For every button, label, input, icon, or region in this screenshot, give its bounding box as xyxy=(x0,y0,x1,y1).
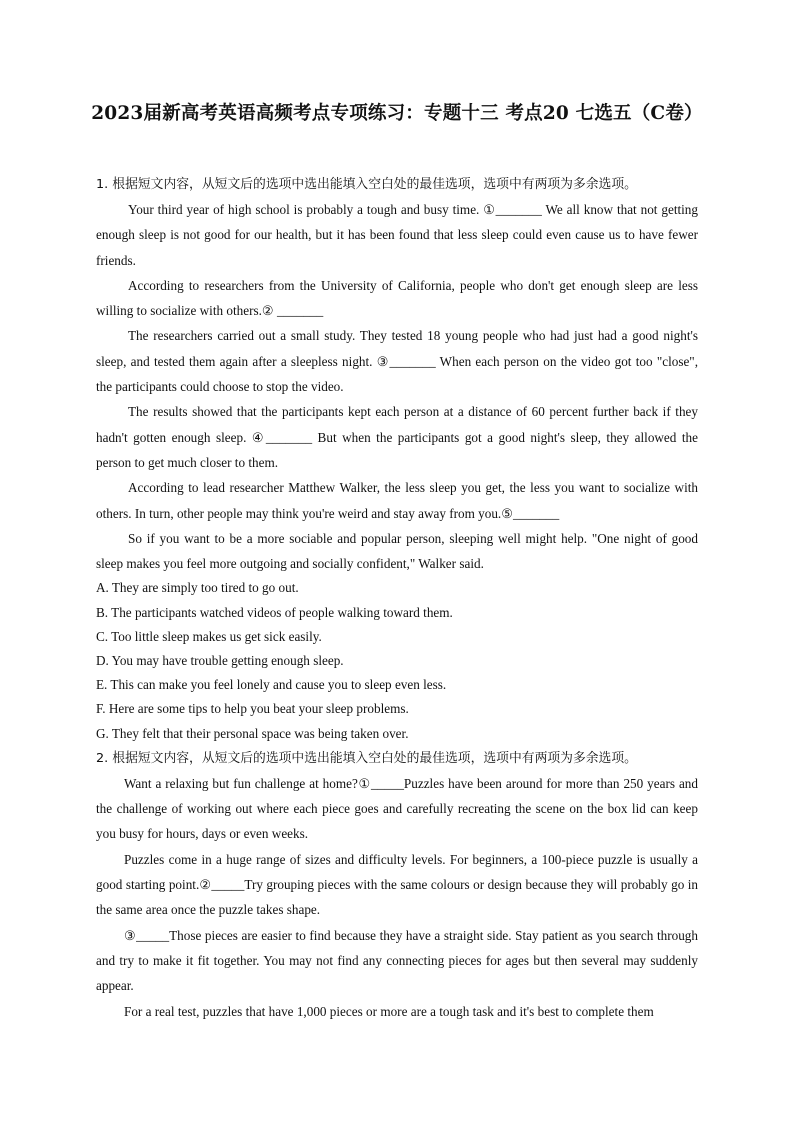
q1-option-d: D. You may have trouble getting enough sleep. xyxy=(96,653,344,669)
q1-paragraph-3: The researchers carried out a small study. They tested 18 young people who had just had a good night's sleep, and tested them again after a sleepless night. ③_______ When each person on the video got too "close", the participants could choose to stop the video. xyxy=(96,328,698,395)
question-1-instruction: 1. 根据短文内容，从短文后的选项中选出能填入空白处的最佳选项，选项中有两项为多余选项。 xyxy=(96,177,637,192)
q1-option-e: E. This can make you feel lonely and cause you to sleep even less. xyxy=(96,677,447,693)
q1-paragraph-6: So if you want to be a more sociable and popular person, sleeping well might help. "One night of good sleep makes you feel more outgoing and socially confident," Walker said. xyxy=(96,530,698,572)
q1-paragraph-2: According to researchers from the University of California, people who don't get enough sleep are less willing to socialize with others.② _______ xyxy=(96,277,698,319)
document-body xyxy=(96,172,698,1024)
q1-option-f: F. Here are some tips to help you beat your sleep problems. xyxy=(96,701,409,717)
q1-option-g: G. They felt that their personal space was being taken over. xyxy=(96,725,409,741)
q1-paragraph-5: According to lead researcher Matthew Walker, the less sleep you get, the less you want to socialize with others. In turn, other people may think you're weird and stay away from you.⑤_______ xyxy=(96,480,698,521)
question-2-instruction: 2. 根据短文内容，从短文后的选项中选出能填入空白处的最佳选项，选项中有两项为多余选项。 xyxy=(96,750,637,766)
page-title: 2023届新高考英语高频考点专项练习：专题十三 考点20 七选五（C卷） xyxy=(91,103,703,124)
q2-paragraph-4: For a real test, puzzles that have 1,000 pieces or more are a tough task and it's best to complete them xyxy=(124,1003,654,1019)
q2-paragraph-2: Puzzles come in a huge range of sizes and difficulty levels. For beginners, a 100-piece puzzle is usually a good starting point.②_____Try grouping pieces with the same colours or design because they will probably go in the same area once the puzzle takes shape. xyxy=(96,851,698,918)
q1-option-c: C. Too little sleep makes us get sick easily. xyxy=(96,628,322,644)
q2-paragraph-3: ③_____Those pieces are easier to find because they have a straight side. Stay patient as you search through and try to make it fit together. You may not find any connecting pieces for ages but then several may suddenly appear. xyxy=(96,927,698,994)
q1-paragraph-4: The results showed that the participants kept each person at a distance of 60 percent further back if they hadn't gotten enough sleep. ④_______ But when the participants got a good night's sleep, they allowed the person to get much closer to them. xyxy=(96,404,698,470)
q2-paragraph-1: Want a relaxing but fun challenge at home?①_____Puzzles have been around for more than 250 years and the challenge of working out where each piece goes and carefully recreating the scene on the box lid can keep you busy for hours, days or even weeks. xyxy=(96,775,698,842)
q1-option-a: A. They are simply too tired to go out. xyxy=(96,580,299,596)
q1-option-b: B. The participants watched videos of people walking toward them. xyxy=(96,604,453,620)
q1-paragraph-1: Your third year of high school is probably a tough and busy time. ①_______ We all know that not getting enough sleep is not good for our health, but it has been found that less sleep could even cause us to have fewer friends. xyxy=(96,202,698,268)
